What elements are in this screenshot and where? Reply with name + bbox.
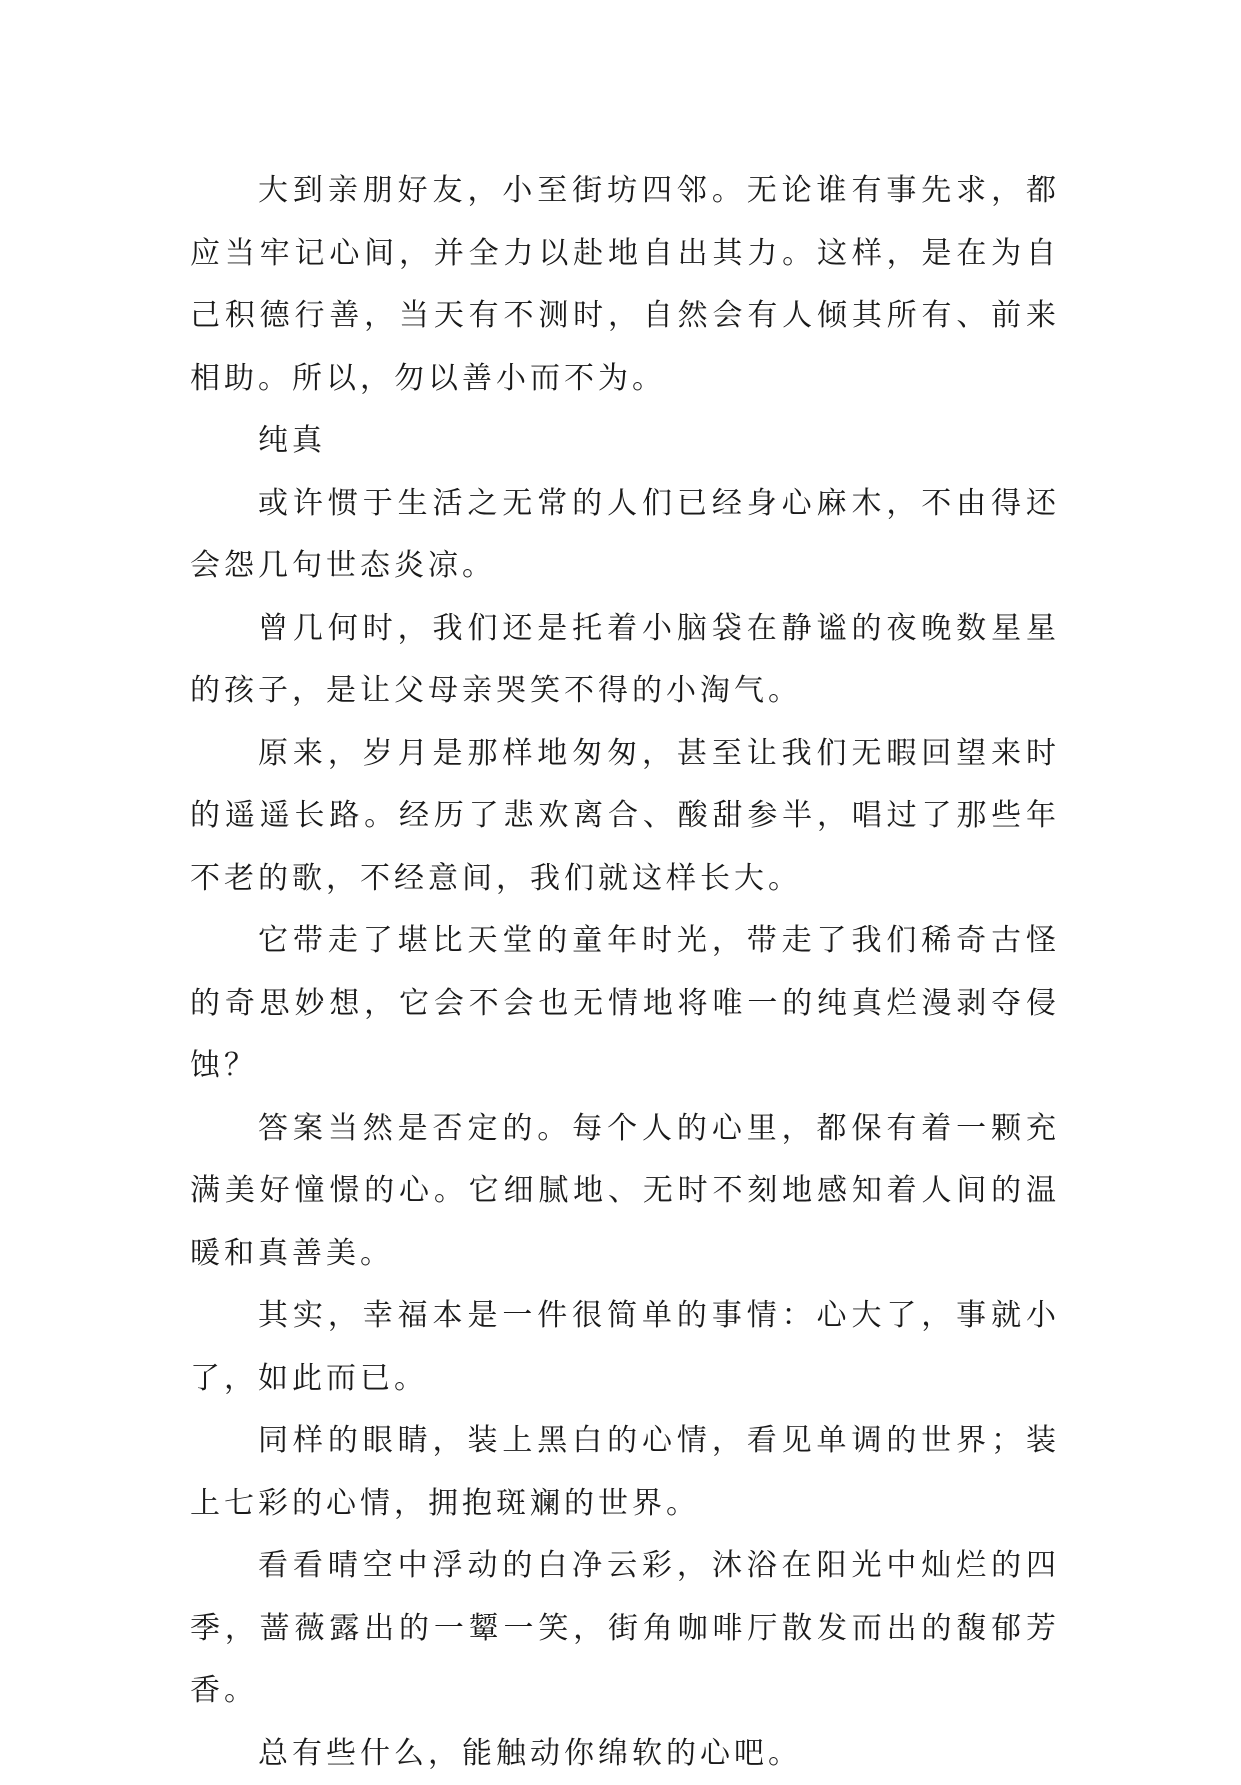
paragraph: 总有些什么，能触动你绵软的心吧。 bbox=[190, 1723, 1060, 1785]
paragraph: 看看晴空中浮动的白净云彩，沐浴在阳光中灿烂的四季，蔷薇露出的一颦一笑，街角咖啡厅散发而出的馥郁芳香。 bbox=[190, 1535, 1060, 1723]
paragraph: 其实，幸福本是一件很简单的事情：心大了，事就小了，如此而已。 bbox=[190, 1285, 1060, 1410]
paragraph: 答案当然是否定的。每个人的心里，都保有着一颗充满美好憧憬的心。它细腻地、无时不刻地感知着人间的温暖和真善美。 bbox=[190, 1098, 1060, 1286]
paragraph: 大到亲朋好友，小至街坊四邻。无论谁有事先求，都应当牢记心间，并全力以赴地自出其力。这样，是在为自己积德行善，当天有不测时，自然会有人倾其所有、前来相助。所以，勿以善小而不为。 bbox=[190, 160, 1060, 410]
paragraph: 曾几何时，我们还是托着小脑袋在静谧的夜晚数星星的孩子，是让父母亲哭笑不得的小淘气。 bbox=[190, 598, 1060, 723]
paragraph: 原来，岁月是那样地匆匆，甚至让我们无暇回望来时的遥遥长路。经历了悲欢离合、酸甜参半，唱过了那些年不老的歌，不经意间，我们就这样长大。 bbox=[190, 723, 1060, 911]
paragraph: 或许惯于生活之无常的人们已经身心麻木，不由得还会怨几句世态炎凉。 bbox=[190, 473, 1060, 598]
document-body bbox=[190, 160, 1060, 1785]
section-heading: 纯真 bbox=[190, 410, 1060, 473]
paragraph: 它带走了堪比天堂的童年时光，带走了我们稀奇古怪的奇思妙想，它会不会也无情地将唯一的纯真烂漫剥夺侵蚀？ bbox=[190, 910, 1060, 1098]
paragraph: 同样的眼睛，装上黑白的心情，看见单调的世界；装上七彩的心情，拥抱斑斓的世界。 bbox=[190, 1410, 1060, 1535]
